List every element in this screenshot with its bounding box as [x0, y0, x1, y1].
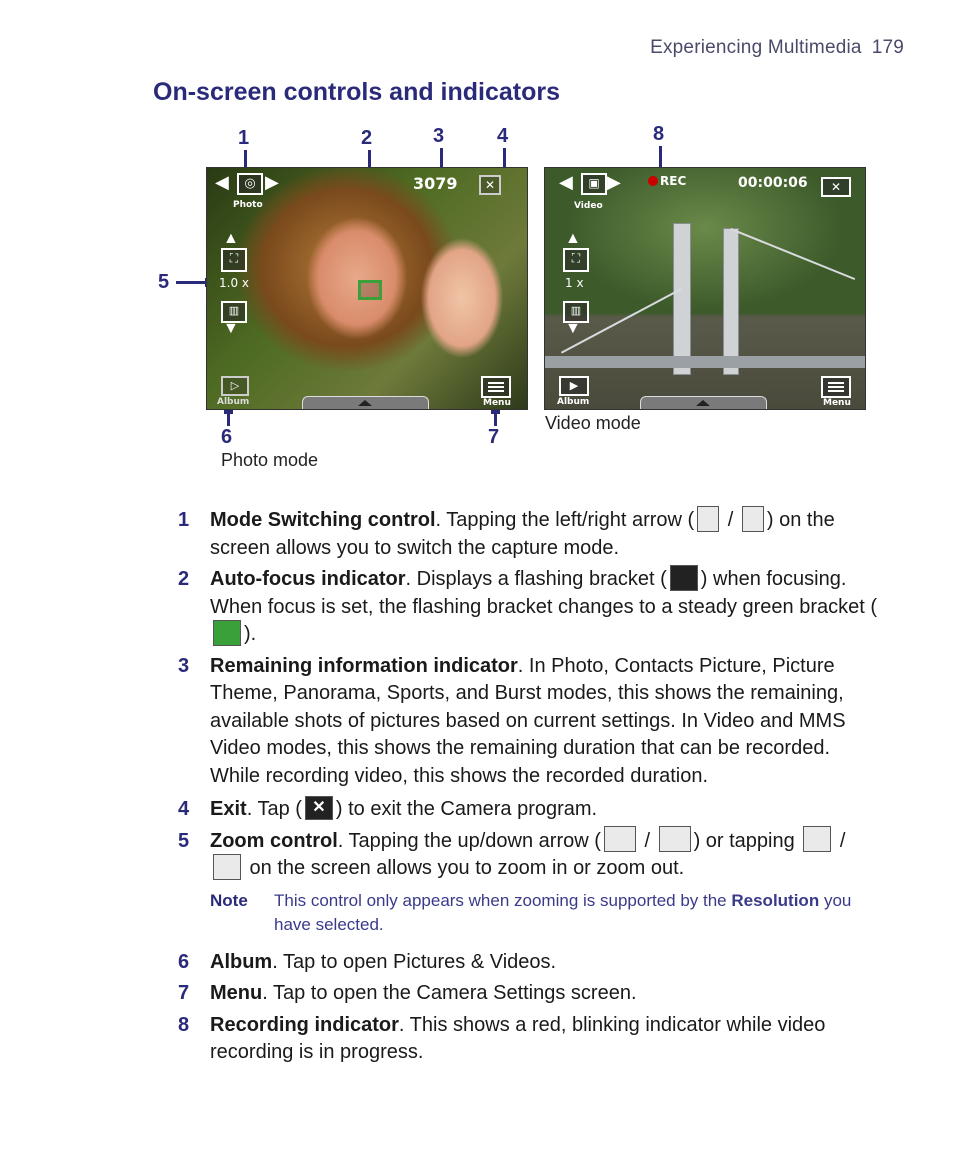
- mode-left-arrow-icon[interactable]: ◀: [559, 172, 573, 192]
- item-number: 8: [178, 1013, 190, 1036]
- list-item: [178, 566, 883, 649]
- note-strong: Resolution: [731, 890, 820, 910]
- note-label: Note: [210, 890, 248, 910]
- list-item: [178, 1012, 883, 1067]
- item-term: Mode Switching control: [210, 509, 436, 531]
- item-text: . Tap to open Pictures & Videos.: [272, 950, 557, 973]
- item-term: Album: [210, 950, 273, 973]
- remaining-shots: 3079: [413, 174, 458, 193]
- zoom-up-arrow-icon[interactable]: ▲: [223, 230, 239, 247]
- item-text: on the screen allows you to zoom in or zoom out.: [244, 857, 685, 879]
- mode-left-arrow-icon[interactable]: ◀: [215, 172, 229, 192]
- zoom-in-icon: [803, 826, 831, 852]
- item-term: Exit: [210, 798, 247, 820]
- up-arrow-icon: [604, 826, 636, 852]
- item-number: 6: [178, 950, 190, 973]
- bridge-cable-right: [730, 228, 855, 280]
- item-number: 3: [178, 654, 190, 677]
- green-bracket-icon: [213, 620, 241, 646]
- section-title: On-screen controls and indicators: [153, 78, 561, 106]
- left-arrow-icon: [697, 506, 719, 532]
- item-text: . Tapping the left/right arrow (: [435, 509, 695, 531]
- item-text: /: [834, 829, 846, 852]
- item-text: . Displays a flashing bracket (: [405, 568, 667, 590]
- note-text: you have selected.: [274, 890, 852, 934]
- item-term: Recording indicator: [210, 1013, 399, 1036]
- album-icon[interactable]: ▷: [221, 376, 249, 396]
- right-arrow-icon: [742, 506, 764, 532]
- zoom-level: 1 x: [565, 276, 584, 290]
- item-term: Zoom control: [210, 829, 338, 852]
- list-item: [178, 980, 883, 1008]
- callout-2: 2: [361, 127, 373, 149]
- bottom-handle[interactable]: [302, 396, 429, 409]
- rec-dot-icon: [648, 176, 658, 186]
- down-arrow-icon: [659, 826, 691, 852]
- menu-label: Menu: [483, 398, 511, 408]
- item-term: Menu: [210, 982, 263, 1004]
- list-item: [178, 828, 883, 883]
- item-text: ).: [244, 623, 257, 645]
- video-camera-icon: ▣: [581, 173, 607, 195]
- video-caption: Video mode: [545, 413, 641, 433]
- item-number: 1: [178, 509, 190, 531]
- item-number: 4: [178, 798, 190, 820]
- mode-label: Video: [574, 201, 603, 211]
- bridge-tower-left: [673, 223, 691, 375]
- zoom-down-arrow-icon[interactable]: ▼: [565, 320, 581, 337]
- rec-indicator: REC: [660, 174, 687, 188]
- note-box: [210, 889, 883, 937]
- callout-8: 8: [653, 123, 665, 145]
- callout-4: 4: [497, 125, 509, 147]
- bottom-handle[interactable]: [640, 396, 767, 409]
- zoom-level: 1.0 x: [219, 276, 249, 290]
- list-item: [178, 796, 883, 824]
- item-text: . Tapping the up/down arrow (: [337, 829, 601, 852]
- callout-3: 3: [433, 125, 445, 147]
- exit-icon[interactable]: ✕: [821, 177, 851, 197]
- mode-label: Photo: [233, 200, 263, 210]
- zoom-up-arrow-icon[interactable]: ▲: [565, 230, 581, 247]
- item-text: ) to exit the Camera program.: [335, 798, 598, 820]
- album-icon[interactable]: ▶: [559, 376, 589, 396]
- item-number: 5: [178, 829, 190, 852]
- zoom-in-icon[interactable]: ⛶: [221, 248, 247, 272]
- zoom-in-icon[interactable]: ⛶: [563, 248, 589, 272]
- list-item: [178, 507, 883, 562]
- zoom-down-arrow-icon[interactable]: ▼: [223, 320, 239, 337]
- item-text: /: [638, 829, 656, 852]
- photo-caption: Photo mode: [221, 450, 319, 470]
- focus-bracket-icon: [358, 280, 382, 300]
- controls-list: [178, 507, 883, 1071]
- item-text: /: [722, 509, 739, 531]
- zoom-out-icon[interactable]: ▥: [221, 301, 247, 323]
- callout-7: 7: [488, 426, 500, 448]
- item-text: . Tap (: [246, 798, 302, 820]
- item-text: ) or tapping: [693, 829, 801, 852]
- mode-right-arrow-icon[interactable]: ▶: [607, 172, 621, 192]
- menu-label: Menu: [823, 398, 851, 408]
- item-text: . This shows a red, blinking indicator while video recording is in progress.: [210, 1013, 826, 1063]
- item-text: . In Photo, Contacts Picture, Picture Theme, Panorama, Sports, and Burst modes, this shows the remaining, available shots of pictures based on current settings. In Video and MMS Video modes, this shows the remaining duration that can be recorded. While recording video, this shows the recorded duration.: [210, 654, 846, 787]
- item-number: 2: [178, 568, 190, 590]
- item-term: Auto-focus indicator: [210, 568, 406, 590]
- recording-timer: 00:00:06: [738, 175, 808, 191]
- section-name: Experiencing Multimedia: [650, 37, 862, 58]
- list-item: [178, 949, 883, 977]
- item-text: ) when focusing. When focus is set, the flashing bracket changes to a steady green bracket (: [210, 568, 878, 618]
- mode-right-arrow-icon[interactable]: ▶: [265, 172, 279, 192]
- item-text: . Tap to open the Camera Settings screen.: [262, 982, 637, 1004]
- menu-icon[interactable]: [481, 376, 511, 398]
- running-header: [650, 37, 904, 59]
- exit-icon[interactable]: ✕: [479, 175, 501, 195]
- bridge-deck: [545, 356, 865, 368]
- exit-x-icon: ✕: [305, 796, 333, 820]
- video-mode-screen: [544, 167, 866, 410]
- bridge-tower-right: [723, 228, 739, 375]
- flashing-bracket-icon: [670, 565, 698, 591]
- album-label: Album: [217, 397, 250, 407]
- note-text: This control only appears when zooming is supported by the: [274, 890, 732, 910]
- camera-icon: ◎: [237, 173, 263, 195]
- item-text: ) on the screen allows you to switch the capture mode.: [210, 509, 835, 559]
- callout-5: 5: [158, 271, 170, 293]
- callout-1: 1: [238, 127, 250, 149]
- zoom-out-icon[interactable]: ▥: [563, 301, 589, 323]
- photo-mode-screen: [206, 167, 528, 410]
- list-item: [178, 653, 883, 791]
- menu-icon[interactable]: [821, 376, 851, 398]
- page-number: 179: [871, 37, 904, 58]
- item-term: Remaining information indicator: [210, 654, 518, 677]
- callout-6: 6: [221, 426, 233, 448]
- zoom-out-icon: [213, 854, 241, 880]
- album-label: Album: [557, 397, 590, 407]
- item-number: 7: [178, 982, 190, 1004]
